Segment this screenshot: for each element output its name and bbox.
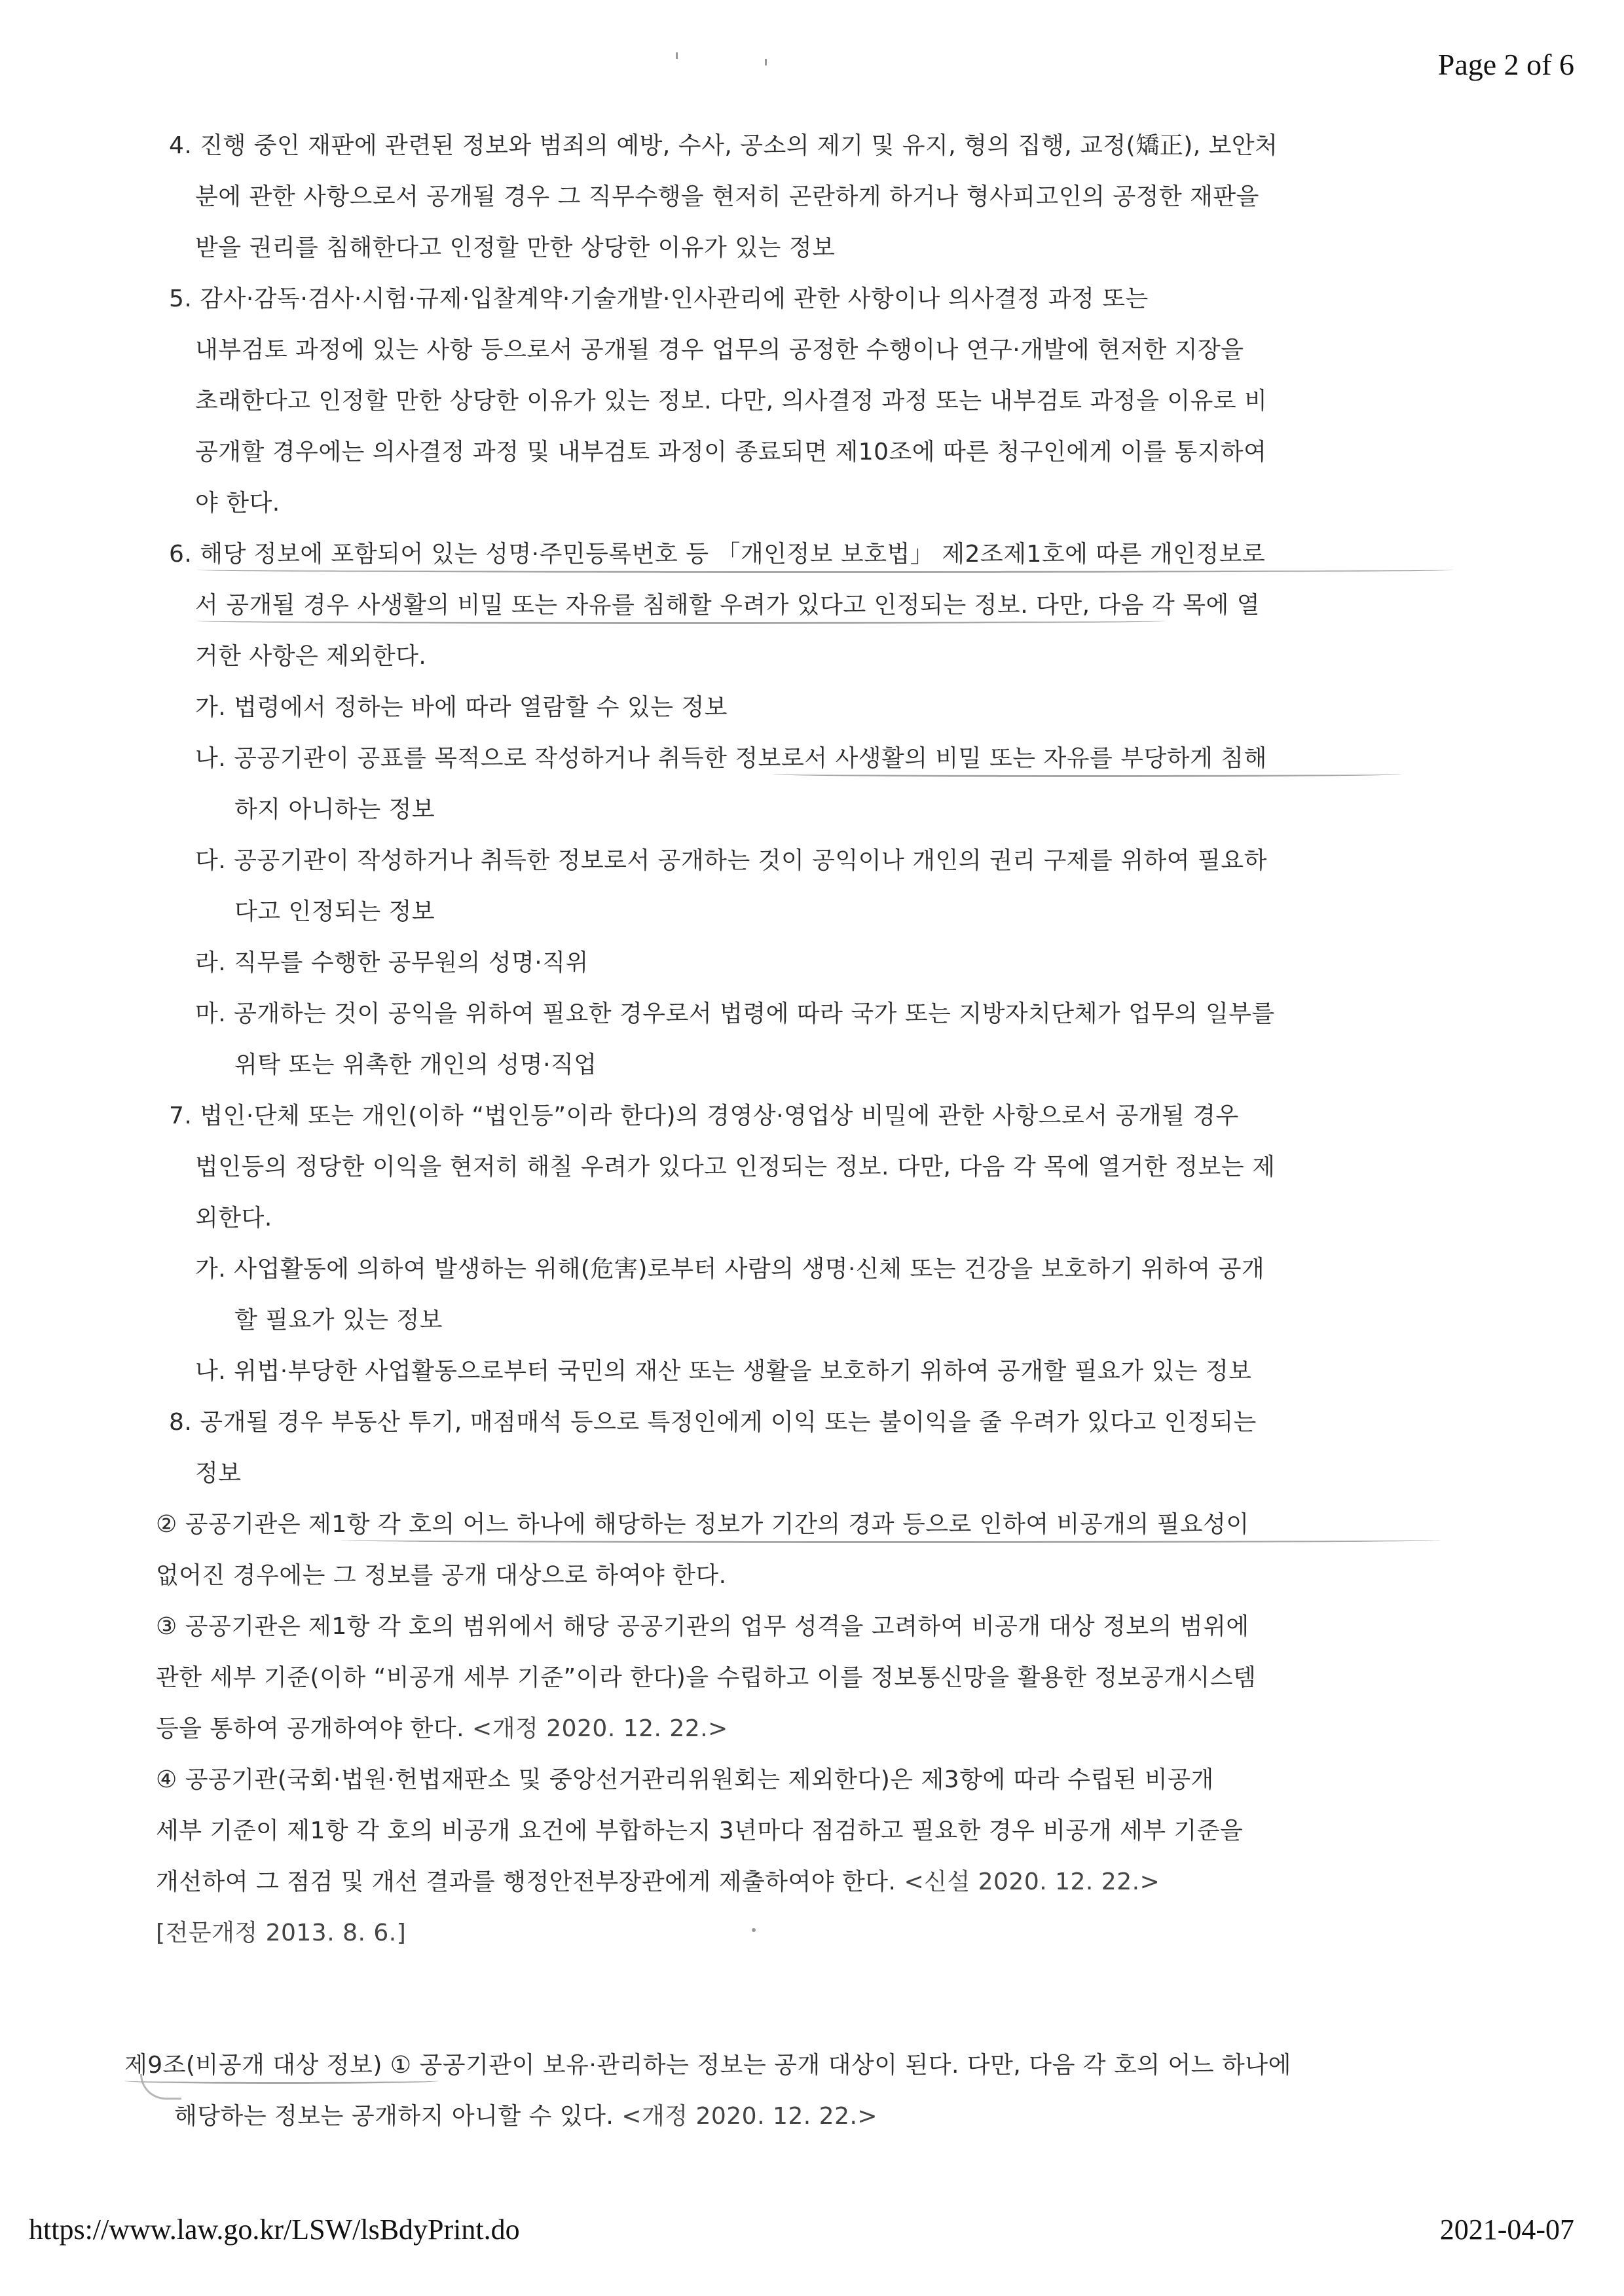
item-6-line-3: 거한 사항은 제외한다. [195, 643, 427, 670]
scan-speck [765, 59, 767, 65]
handwritten-underline [341, 1537, 1441, 1543]
handwritten-underline [773, 771, 1401, 777]
item-6-da-line-2: 다고 인정되는 정보 [234, 898, 435, 925]
handwritten-bracket-mark [140, 2074, 181, 2100]
item-7-ga-line-2: 할 필요가 있는 정보 [234, 1307, 443, 1334]
item-5-line-5: 야 한다. [195, 490, 280, 517]
para-3-line-3 [156, 1713, 728, 1745]
para-4-line-1: ④ 공공기관(국회·법원·헌법재판소 및 중앙선거관리위원회는 제외한다)은 제3항에 따라 수립된 비공개 [156, 1766, 1214, 1793]
scan-speck [752, 1928, 756, 1932]
item-7-na: 나. 위법·부당한 사업활동으로부터 국민의 재산 또는 생활을 보호하기 위하여 공개할 필요가 있는 정보 [195, 1358, 1252, 1385]
scan-speck [676, 52, 678, 59]
item-6-line-1: 6. 해당 정보에 포함되어 있는 성명·주민등록번호 등 「개인정보 보호법」 제2조제1호에 따른 개인정보로 [169, 541, 1266, 568]
item-6-line-2: 서 공개될 경우 사생활의 비밀 또는 자유를 침해할 우려가 있다고 인정되는 정보. 다만, 다음 각 목에 열 [195, 592, 1261, 619]
item-5-line-3: 초래한다고 인정할 만한 상당한 이유가 있는 정보. 다만, 의사결정 과정 또는 내부검토 과정을 이유로 비 [195, 388, 1268, 414]
item-4-line-3: 받을 권리를 침해한다고 인정할 만한 상당한 이유가 있는 정보 [195, 234, 836, 261]
item-6-ma-line-2: 위탁 또는 위촉한 개인의 성명·직업 [234, 1051, 597, 1078]
amendment-note: <개정 2020. 12. 22.> [621, 2103, 878, 2130]
item-4-line-2: 분에 관한 사항으로서 공개될 경우 그 직무수행을 현저히 곤란하게 하거나 형사피고인의 공정한 재판을 [195, 183, 1259, 210]
item-6-na-line-2: 하지 아니하는 정보 [234, 796, 435, 823]
item-8-line-1: 8. 공개될 경우 부동산 투기, 매점매석 등으로 특정인에게 이익 또는 불이익을 줄 우려가 있다고 인정되는 [169, 1409, 1257, 1436]
para-2-line-2: 없어진 경우에는 그 정보를 공개 대상으로 하여야 한다. [156, 1562, 727, 1589]
handwritten-underline [196, 618, 1166, 624]
item-6-na-line-1: 나. 공공기관이 공표를 목적으로 작성하거나 취득한 정보로서 사생활의 비밀 또는 자유를 부당하게 침해 [195, 745, 1267, 772]
item-6-ga: 가. 법령에서 정하는 바에 따라 열람할 수 있는 정보 [195, 694, 728, 721]
footer-date: 2021-04-07 [1439, 2214, 1574, 2246]
article-9-heading-line-2 [174, 2101, 877, 2132]
item-8-line-2: 정보 [195, 1460, 242, 1487]
para-4-line-3 [156, 1867, 1160, 1898]
item-6-ma-line-1: 마. 공개하는 것이 공익을 위하여 필요한 경우로서 법령에 따라 국가 또는 지방자치단체가 업무의 일부를 [195, 1000, 1275, 1027]
article-9-heading-line-1: 제9조(비공개 대상 정보) ① 공공기관이 보유·관리하는 정보는 공개 대상이 된다. 다만, 다음 각 호의 어느 하나에 [124, 2052, 1291, 2079]
item-5-line-1: 5. 감사·감독·검사·시험·규제·입찰계약·기술개발·인사관리에 관한 사항이나 의사결정 과정 또는 [169, 285, 1149, 312]
para-4-text: 개선하여 그 점검 및 개선 결과를 행정안전부장관에게 제출하여야 한다. [156, 1868, 896, 1895]
para-4-line-2: 세부 기준이 제1항 각 호의 비공개 요건에 부합하는지 3년마다 점검하고 필요한 경우 비공개 세부 기준을 [156, 1817, 1244, 1844]
item-6-ra: 라. 직무를 수행한 공무원의 성명·직위 [195, 949, 589, 976]
para-3-line-1: ③ 공공기관은 제1항 각 호의 범위에서 해당 공공기관의 업무 성격을 고려하여 비공개 대상 정보의 범위에 [156, 1613, 1249, 1640]
handwritten-underline [196, 567, 1454, 573]
item-7-line-3: 외한다. [195, 1205, 272, 1231]
item-6-da-line-1: 다. 공공기관이 작성하거나 취득한 정보로서 공개하는 것이 공익이나 개인의 권리 구제를 위하여 필요하 [195, 847, 1267, 874]
item-5-line-4: 공개할 경우에는 의사결정 과정 및 내부검토 과정이 종료되면 제10조에 따른 청구인에게 이를 통지하여 [195, 439, 1267, 465]
para-3-text: 등을 통하여 공개하여야 한다. [156, 1715, 465, 1742]
footer-url: https://www.law.go.kr/LSW/lsBdyPrint.do [29, 2214, 520, 2246]
item-7-line-1: 7. 법인·단체 또는 개인(이하 “법인등”이라 한다)의 경영상·영업상 비밀에 관한 사항으로서 공개될 경우 [169, 1102, 1239, 1129]
item-7-line-2: 법인등의 정당한 이익을 현저히 해칠 우려가 있다고 인정되는 정보. 다만, 다음 각 목에 열거한 정보는 제 [195, 1154, 1276, 1180]
new-provision-note: <신설 2020. 12. 22.> [904, 1868, 1160, 1895]
amendment-note: <개정 2020. 12. 22.> [472, 1715, 728, 1742]
item-4-line-1: 4. 진행 중인 재판에 관련된 정보와 범죄의 예방, 수사, 공소의 제기 및 유지, 형의 집행, 교정(矯正), 보안처 [169, 132, 1278, 159]
item-7-ga-line-1: 가. 사업활동에 의하여 발생하는 위해(危害)로부터 사람의 생명·신체 또는 건강을 보호하기 위하여 공개 [195, 1256, 1265, 1283]
para-3-line-2: 관한 세부 기준(이하 “비공개 세부 기준”이라 한다)을 수립하고 이를 정보통신망을 활용한 정보공개시스템 [156, 1664, 1257, 1691]
item-5-line-2: 내부검토 과정에 있는 사항 등으로서 공개될 경우 업무의 공정한 수행이나 연구·개발에 현저한 지장을 [195, 337, 1244, 363]
full-revision-note: [전문개정 2013. 8. 6.] [156, 1920, 407, 1946]
para-2-line-1: ② 공공기관은 제1항 각 호의 어느 하나에 해당하는 정보가 기간의 경과 등으로 인하여 비공개의 필요성이 [156, 1511, 1249, 1538]
page-number: Page 2 of 6 [1437, 48, 1574, 81]
article-9-text: 해당하는 정보는 공개하지 아니할 수 있다. [174, 2103, 614, 2130]
